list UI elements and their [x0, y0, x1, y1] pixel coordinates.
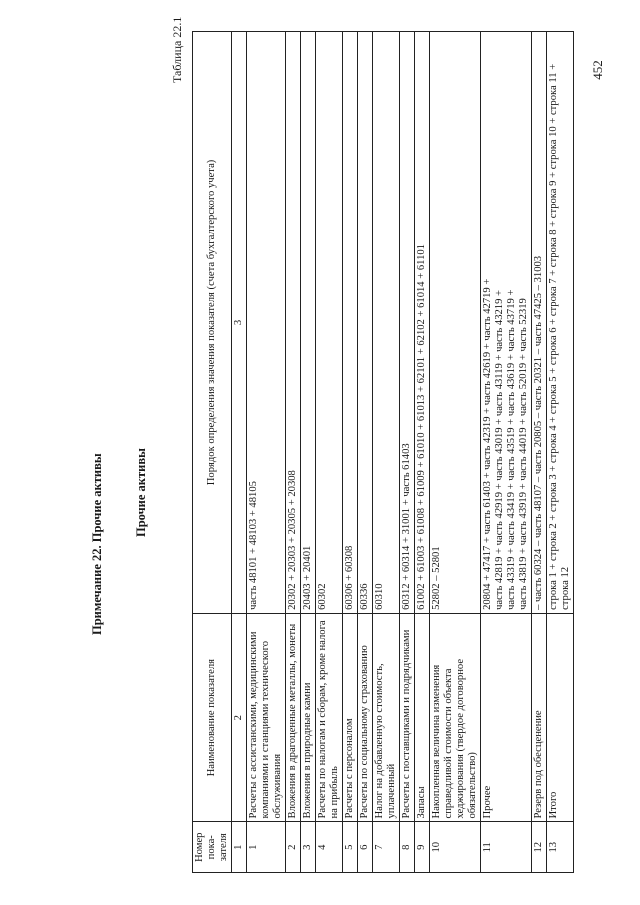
row-name: Резерв под обесценение: [532, 613, 547, 822]
header-name: Наименование показателя: [193, 613, 232, 822]
table-row: [247, 32, 286, 873]
row-formula: 60312 + 60314 + 31001 + часть 61403: [400, 32, 415, 614]
row-formula: 20403 + 20401: [301, 32, 316, 614]
header-number: Номер пока-зателя: [193, 822, 232, 873]
table-header-row: [193, 32, 232, 873]
row-formula: 61002 + 61003 + 61008 + 61009 + 61010 + 61013 + 62101 + 62102 + 61014 + 61101: [415, 32, 430, 614]
row-name: Расчеты по социальному страхованию: [358, 613, 373, 822]
row-number: 1: [247, 822, 286, 873]
row-name: Расчеты по налогам и сборам, кроме налога на прибыль: [316, 613, 343, 822]
row-formula: 60302: [316, 32, 343, 614]
row-formula: 60336: [358, 32, 373, 614]
table-row: [400, 32, 415, 873]
row-formula: строка 1 + строка 2 + строка 3 + строка 4 + строка 5 + строка 6 + строка 7 + строка 8 + строка 9 + строка 10 + строка 11 + строка 12: [547, 32, 574, 614]
table-caption: Таблица 22.1: [170, 16, 184, 83]
row-number: 10: [430, 822, 481, 873]
table-row: [373, 32, 400, 873]
row-number: 4: [316, 822, 343, 873]
table-row: [316, 32, 343, 873]
section-title: Прочие активы: [134, 448, 148, 537]
page-number: 452: [589, 60, 605, 80]
row-number: 6: [358, 822, 373, 873]
column-number: 2: [232, 613, 247, 822]
row-name: Расчеты с поставщиками и подрядчиками: [400, 613, 415, 822]
row-number: 7: [373, 822, 400, 873]
row-number: 2: [286, 822, 301, 873]
table-row: [430, 32, 481, 873]
row-name: Расчеты с ассистанскими, медицинскими компаниями и станциями технического обслуживания: [247, 613, 286, 822]
row-formula: – часть 60324 – часть 48107 – часть 20805 – часть 20321 – часть 47425 – 31003: [532, 32, 547, 614]
row-number: 12: [532, 822, 547, 873]
table-row: [532, 32, 547, 873]
note-title: Примечание 22. Прочие активы: [90, 453, 104, 635]
table-row: [547, 32, 574, 873]
row-name: Прочее: [481, 613, 532, 822]
table-row: [481, 32, 532, 873]
row-number: 9: [415, 822, 430, 873]
formula-line: 20804 + 47417 + часть 61403 + часть 42319 + часть 42619 + часть 42719 +: [482, 278, 493, 610]
other-assets-table: [192, 31, 574, 873]
row-formula: часть 48101 + 48103 + 48105: [247, 32, 286, 614]
row-number: 3: [301, 822, 316, 873]
column-number: 3: [232, 32, 247, 614]
formula-line: часть 43319 + часть 43419 + часть 43519 + часть 43619 + часть 43719 +: [506, 289, 517, 610]
row-formula: 60310: [373, 32, 400, 614]
row-name: Запасы: [415, 613, 430, 822]
row-name: Итого: [547, 613, 574, 822]
table-row: [286, 32, 301, 873]
row-name: Расчеты с персоналом: [343, 613, 358, 822]
row-number: 8: [400, 822, 415, 873]
table-row: [358, 32, 373, 873]
row-name: Вложения в природные камни: [301, 613, 316, 822]
row-formula: [481, 32, 532, 614]
row-name: Накопленная величина изменения справедливой стоимости объекта хеджирования (твердое договорное обязательство): [430, 613, 481, 822]
row-name: Вложения в драгоценные металлы, монеты: [286, 613, 301, 822]
column-number-row: [232, 32, 247, 873]
header-formula: Порядок определения значения показателя (счета бухгалтерского учета): [193, 32, 232, 614]
row-number: 5: [343, 822, 358, 873]
row-formula: 60306 + 60308: [343, 32, 358, 614]
formula-line: часть 42819 + часть 42919 + часть 43019 + часть 43119 + часть 43219 +: [494, 289, 505, 610]
formula-line: часть 43819 + часть 43919 + часть 44019 + часть 52019 + часть 52319: [518, 298, 529, 610]
row-number: 11: [481, 822, 532, 873]
table-row: [301, 32, 316, 873]
row-name: Налог на добавленную стоимость, уплаченный: [373, 613, 400, 822]
table-row: [343, 32, 358, 873]
column-number: 1: [232, 822, 247, 873]
row-number: 13: [547, 822, 574, 873]
table-row: [415, 32, 430, 873]
row-formula: 52802 – 52801: [430, 32, 481, 614]
row-formula: 20302 + 20303 + 20305 + 20308: [286, 32, 301, 614]
